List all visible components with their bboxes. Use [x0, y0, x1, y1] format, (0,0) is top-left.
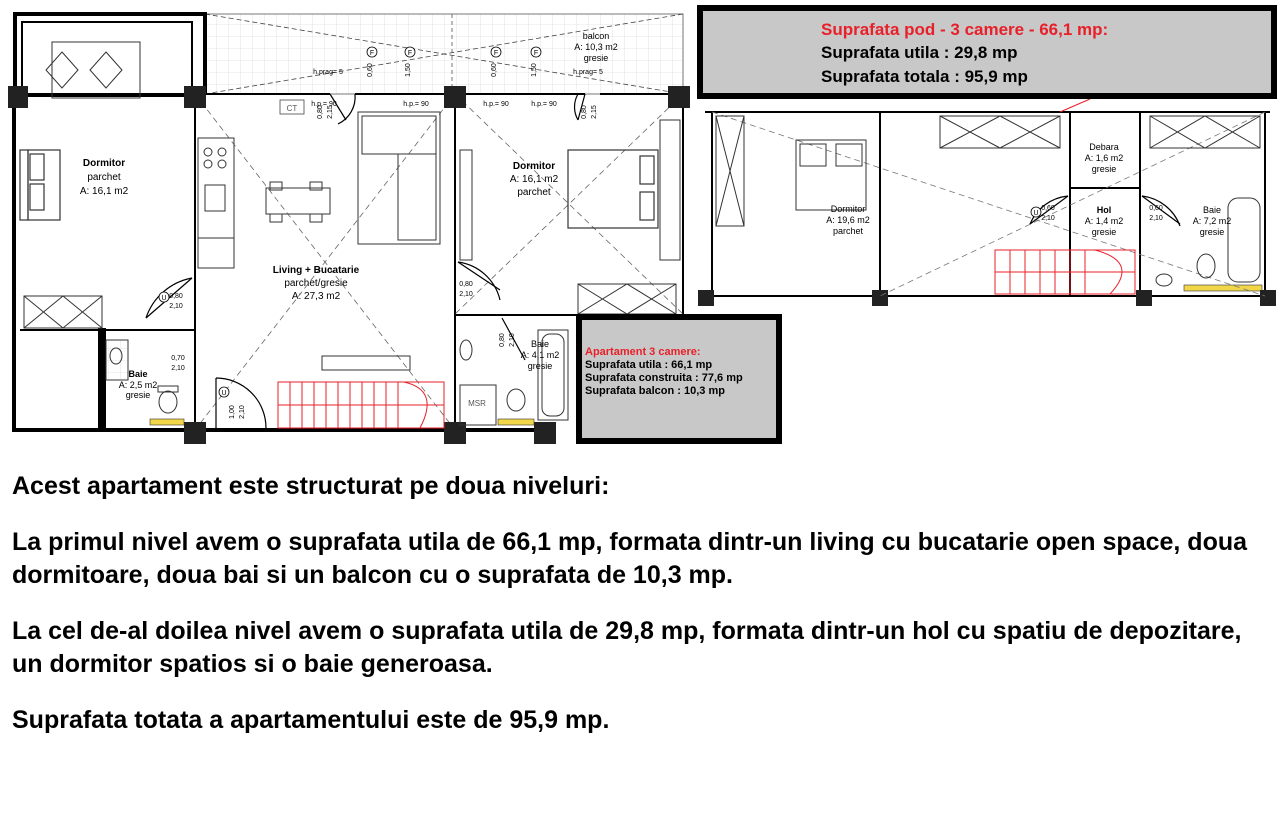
mark-hprag-2: h.prag= 5 [573, 69, 603, 76]
mark-d210-baie2: 2,10 [509, 333, 516, 347]
mark-d210-entry: 2,10 [239, 405, 246, 419]
description-total: Suprafata totata a apartamentului este de 95,9 mp. [12, 706, 610, 734]
mark-hp-4: h.p.= 90 [531, 101, 557, 108]
room-dormitor3-finish: parchet [832, 226, 864, 236]
room-debara-name: Debara [1089, 142, 1119, 152]
room-living-finish: parchet/gresie [284, 278, 348, 289]
apartment-summary-box [576, 314, 782, 444]
attic-total-area: Suprafata totala : 95,9 mp [821, 67, 1028, 86]
description-level1: La primul nivel avem o suprafata utila de 66,1 mp, formata dintr-un living cu bucatarie open space, doua dormitoare, doua bai si un balcon cu o suprafata de 10,3 mp. [12, 528, 1248, 589]
room-baie1-finish: gresie [125, 390, 151, 400]
mark-hp-1: h.p.= 90 [311, 101, 337, 108]
apartment-summary-title: Apartament 3 camere: [585, 346, 701, 358]
mark-hp-2: h.p.= 90 [403, 101, 429, 108]
mark-d210-baie: 2,10 [171, 365, 185, 372]
mark-d070: 0,70 [171, 355, 185, 362]
wardrobes [24, 120, 680, 328]
mark-d210-hol: 2,10 [1041, 215, 1055, 222]
room-dormitor3-area: A: 19,6 m2 [826, 215, 870, 225]
room-hol-finish: gresie [1091, 227, 1117, 237]
staircase-level2 [995, 250, 1135, 294]
mark-d080-dorm2: 0,80 [459, 281, 473, 288]
apartment-usable-area: Suprafata utila : 66,1 mp [585, 359, 713, 371]
mark-d210-baie3: 2,10 [1149, 215, 1163, 222]
room-baie3-area: A: 7,2 m2 [1192, 216, 1232, 226]
room-dormitor2-area: A: 16,1 m2 [509, 174, 559, 185]
description [12, 470, 1272, 760]
mark-hprag-1: h.prag= 5 [313, 69, 343, 76]
room-baie2-name: Baie [530, 339, 550, 349]
mark-d080-2: 0,80 [581, 105, 588, 119]
room-hol-area: A: 1,4 m2 [1084, 216, 1124, 226]
mark-d080-baie2: 0,80 [499, 333, 506, 347]
room-dormitor1-finish: parchet [87, 172, 121, 183]
room-baie3-finish: gresie [1199, 227, 1225, 237]
room-baie1-name: Baie [128, 369, 148, 379]
mark-hp-3: h.p.= 90 [483, 101, 509, 108]
mark-d210-dorm2: 2,10 [459, 291, 473, 298]
room-living-area: A: 27,3 m2 [291, 291, 341, 302]
mark-u-3: U [1033, 210, 1039, 217]
mark-d060-2: 0,60 [491, 63, 498, 77]
mark-u-2: U [221, 390, 227, 397]
room-baie2-finish: gresie [527, 361, 553, 371]
room-balcon-finish: gresie [583, 53, 609, 63]
description-level2: La cel de-al doilea nivel avem o suprafata utila de 29,8 mp, formata dintr-un hol cu spatiu de depozitare, un dormitor spatios si o baie generoasa. [12, 617, 1242, 678]
room-dormitor1-name: Dormitor [82, 158, 126, 169]
room-debara-finish: gresie [1091, 164, 1117, 174]
room-dormitor3-name: Dormitor [830, 204, 866, 214]
room-dormitor2-finish: parchet [517, 187, 551, 198]
mark-msr: MSR [468, 399, 486, 408]
mark-d090-living: 0,80 [169, 293, 183, 300]
mark-d100: 1,00 [229, 405, 236, 419]
mark-ct: CT [286, 104, 298, 113]
room-dormitor1-area: A: 16,1 m2 [79, 186, 129, 197]
room-balcon-area: A: 10,3 m2 [574, 42, 618, 52]
mark-d080-1: 0,80 [317, 105, 324, 119]
attic-summary-box [697, 5, 1277, 99]
mark-f-4: F [533, 50, 539, 57]
room-baie3-name: Baie [1202, 205, 1222, 215]
mark-d215-2: 2,15 [591, 105, 598, 119]
room-baie1-area: A: 2,5 m2 [118, 380, 158, 390]
mark-d210-living: 2,10 [169, 303, 183, 310]
mark-f-1: F [369, 50, 375, 57]
apartment-built-area: Suprafata construita : 77,6 mp [585, 372, 743, 384]
description-intro: Acest apartament este structurat pe doua niveluri: [12, 472, 610, 500]
mark-f-3: F [493, 50, 499, 57]
level2-furniture [716, 116, 1260, 286]
attic-usable-area: Suprafata utila : 29,8 mp [821, 43, 1018, 62]
mark-f-2: F [407, 50, 413, 57]
room-debara-area: A: 1,6 m2 [1084, 153, 1124, 163]
mark-d060-baie3: 0,60 [1149, 205, 1163, 212]
door-swings-level1 [146, 94, 585, 428]
mark-d060-1: 0,60 [367, 63, 374, 77]
room-hol-name: Hol [1096, 205, 1112, 215]
mark-d215-1: 2,15 [327, 105, 334, 119]
window-icons [46, 42, 140, 98]
apartment-balcony-area: Suprafata balcon : 10,3 mp [585, 385, 725, 397]
mark-u-1: U [161, 295, 167, 302]
mark-d150-1: 1,50 [405, 63, 412, 77]
mark-d150-2: 1,50 [531, 63, 538, 77]
staircase-level1 [278, 382, 444, 428]
room-dormitor2-name: Dormitor [512, 161, 556, 172]
mark-d060-hol: 0,60 [1041, 205, 1055, 212]
attic-summary-title: Suprafata pod - 3 camere - 66,1 mp: [821, 20, 1109, 39]
room-baie2-area: A: 4,1 m2 [520, 350, 560, 360]
room-living-name: Living + Bucatarie [272, 265, 360, 276]
room-balcon-name: balcon [582, 31, 610, 41]
